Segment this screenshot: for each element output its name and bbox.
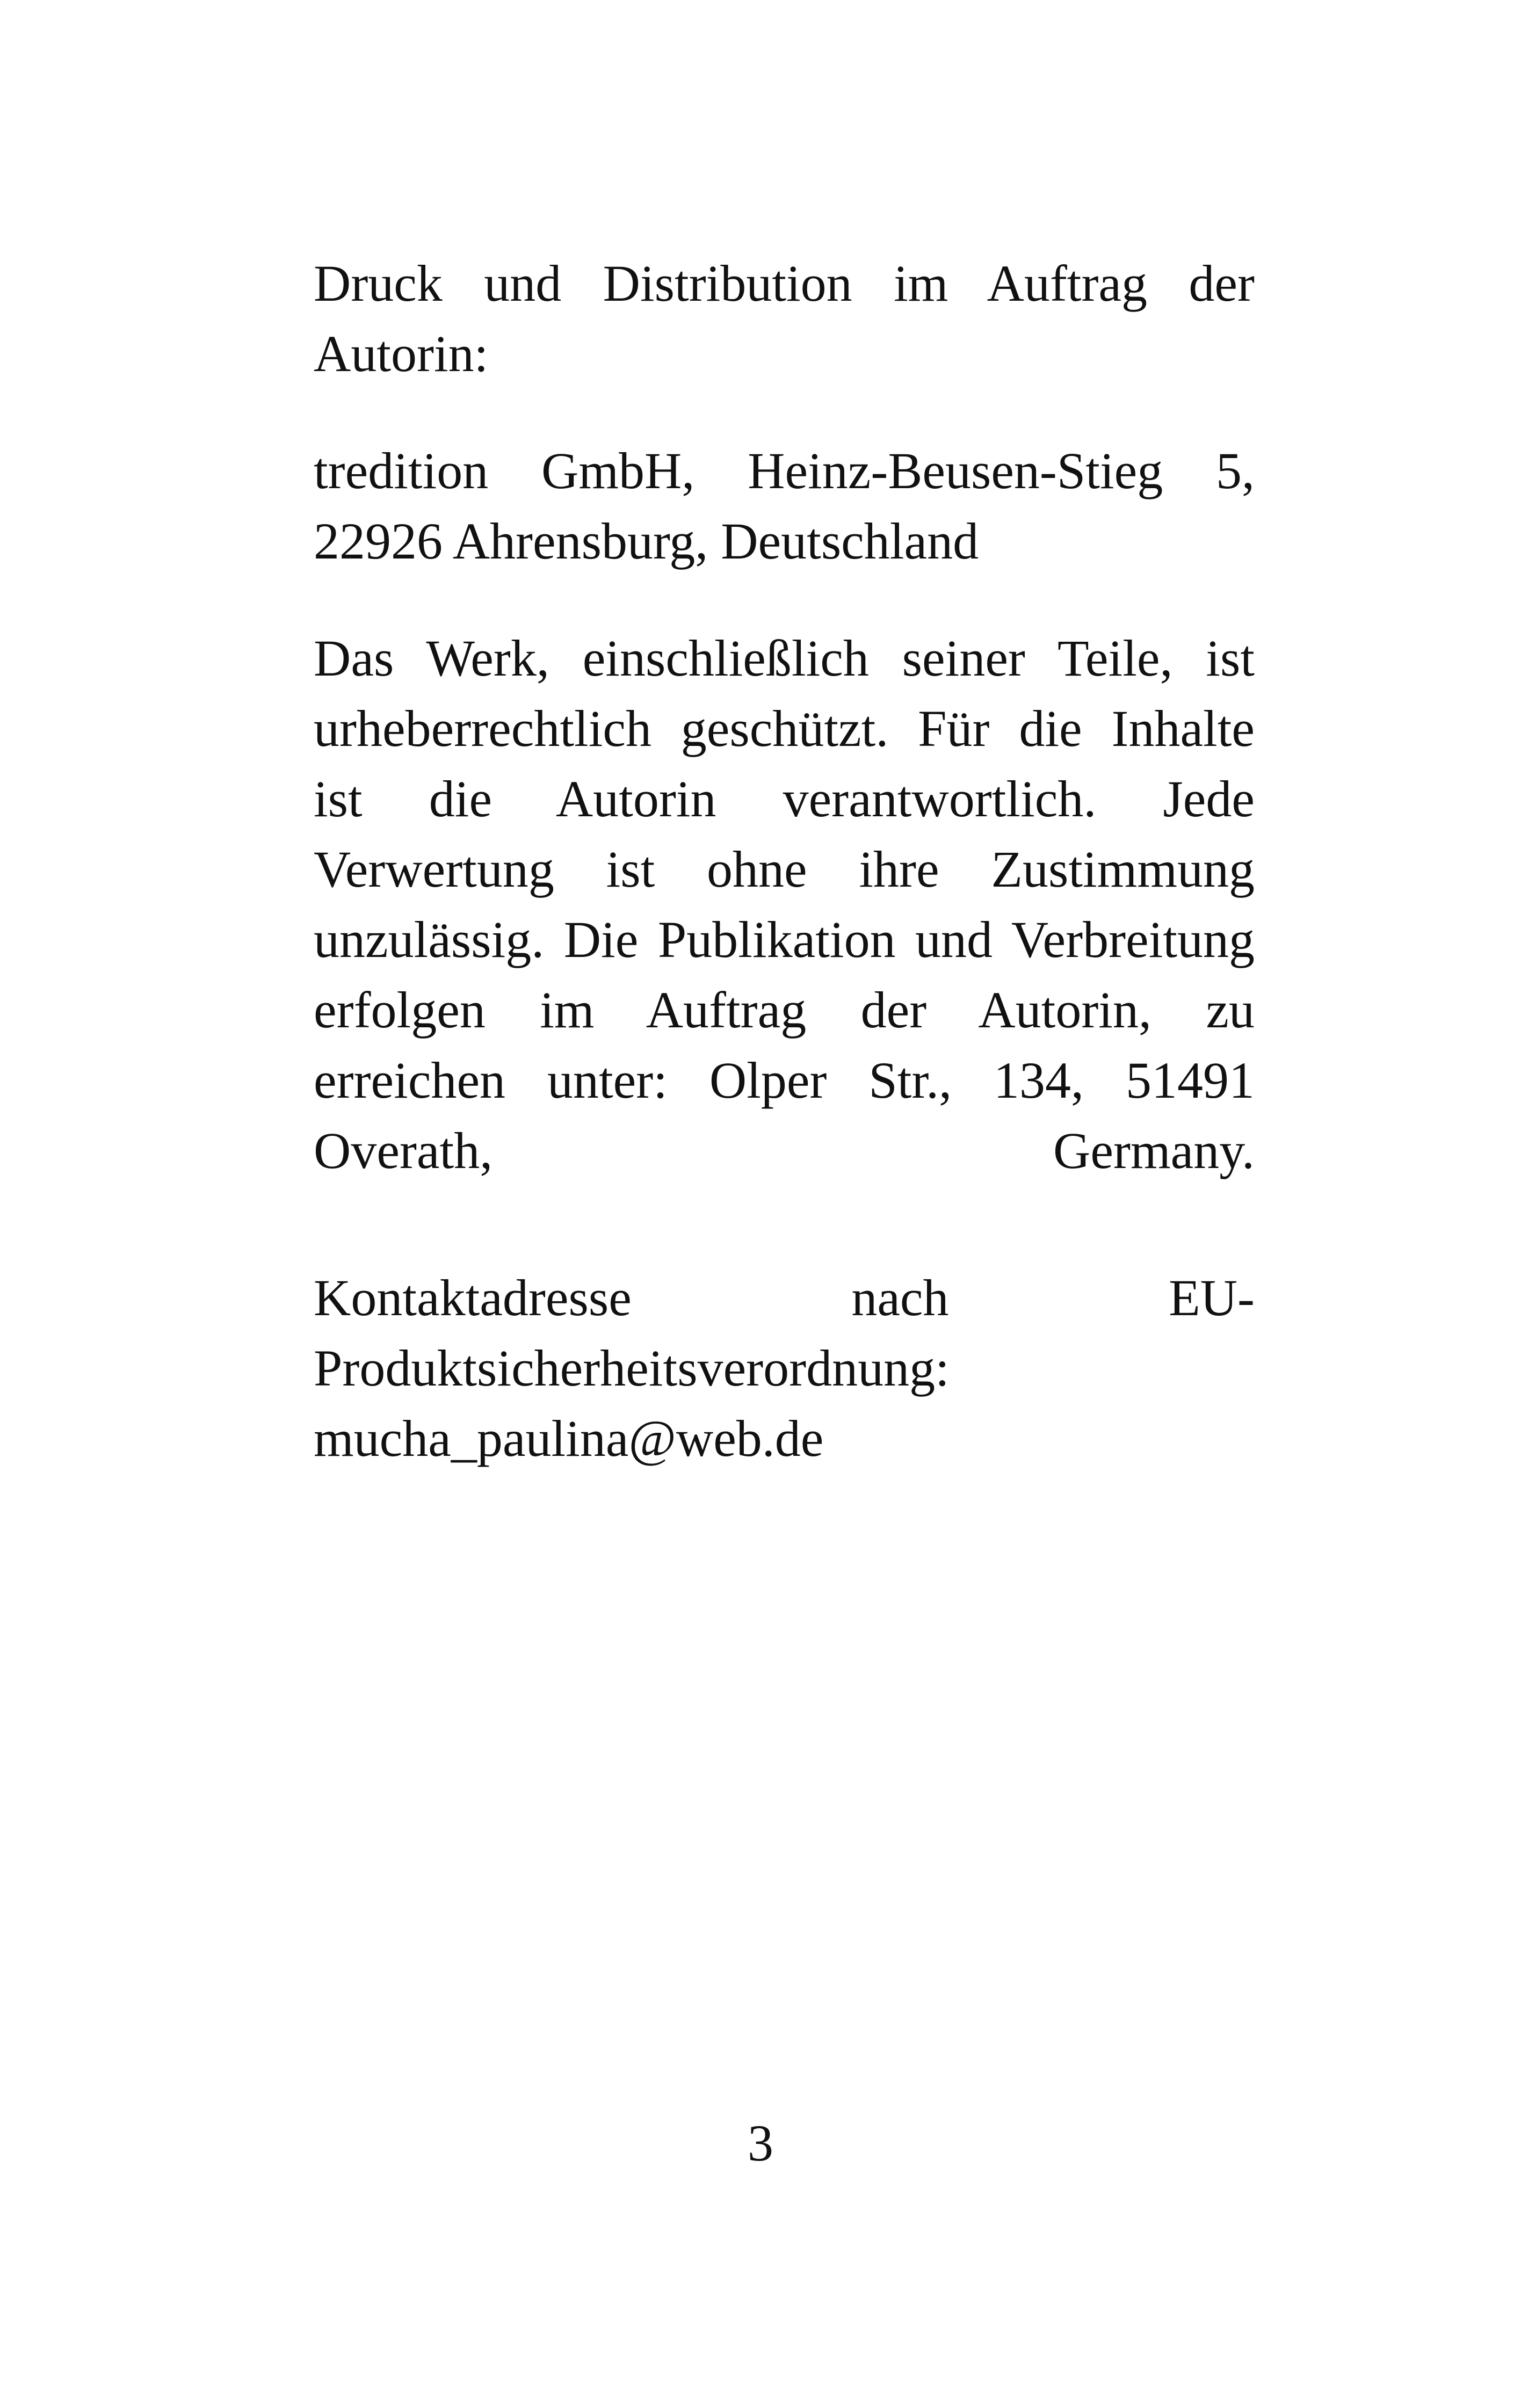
text-line: Overath, Germany.: [314, 1122, 1255, 1179]
printing-paragraph: [314, 248, 1255, 389]
text-line: Autorin:: [314, 325, 489, 382]
text-line: 22926 Ahrensburg, Deutschland: [314, 512, 979, 570]
publisher-paragraph: [314, 436, 1255, 576]
text-line: unzulässig. Die Publikation und Verbreitung: [314, 911, 1255, 968]
page-number: 3: [748, 2114, 773, 2172]
text-line: Verwertung ist ohne ihre Zustimmung: [314, 840, 1255, 898]
text-line: Druck und Distribution im Auftrag der: [314, 255, 1255, 312]
text-line: tredition GmbH, Heinz-Beusen-Stieg 5,: [314, 442, 1255, 499]
contact-paragraph: [314, 1263, 1255, 1474]
contact-email: mucha_paulina@web.de: [314, 1410, 824, 1467]
text-line: erreichen unter: Olper Str., 134, 51491: [314, 1051, 1255, 1109]
text-line: Kontaktadresse nach EU-: [314, 1269, 1255, 1326]
text-line: ist die Autorin verantwortlich. Jede: [314, 770, 1255, 828]
text-line: erfolgen im Auftrag der Autorin, zu: [314, 981, 1255, 1039]
text-line: Produktsicherheitsverordnung:: [314, 1339, 950, 1397]
copyright-paragraph: [314, 623, 1255, 1186]
text-line: Das Werk, einschließlich seiner Teile, ist: [314, 629, 1255, 687]
text-line: urheberrechtlich geschützt. Für die Inhalte: [314, 700, 1255, 757]
